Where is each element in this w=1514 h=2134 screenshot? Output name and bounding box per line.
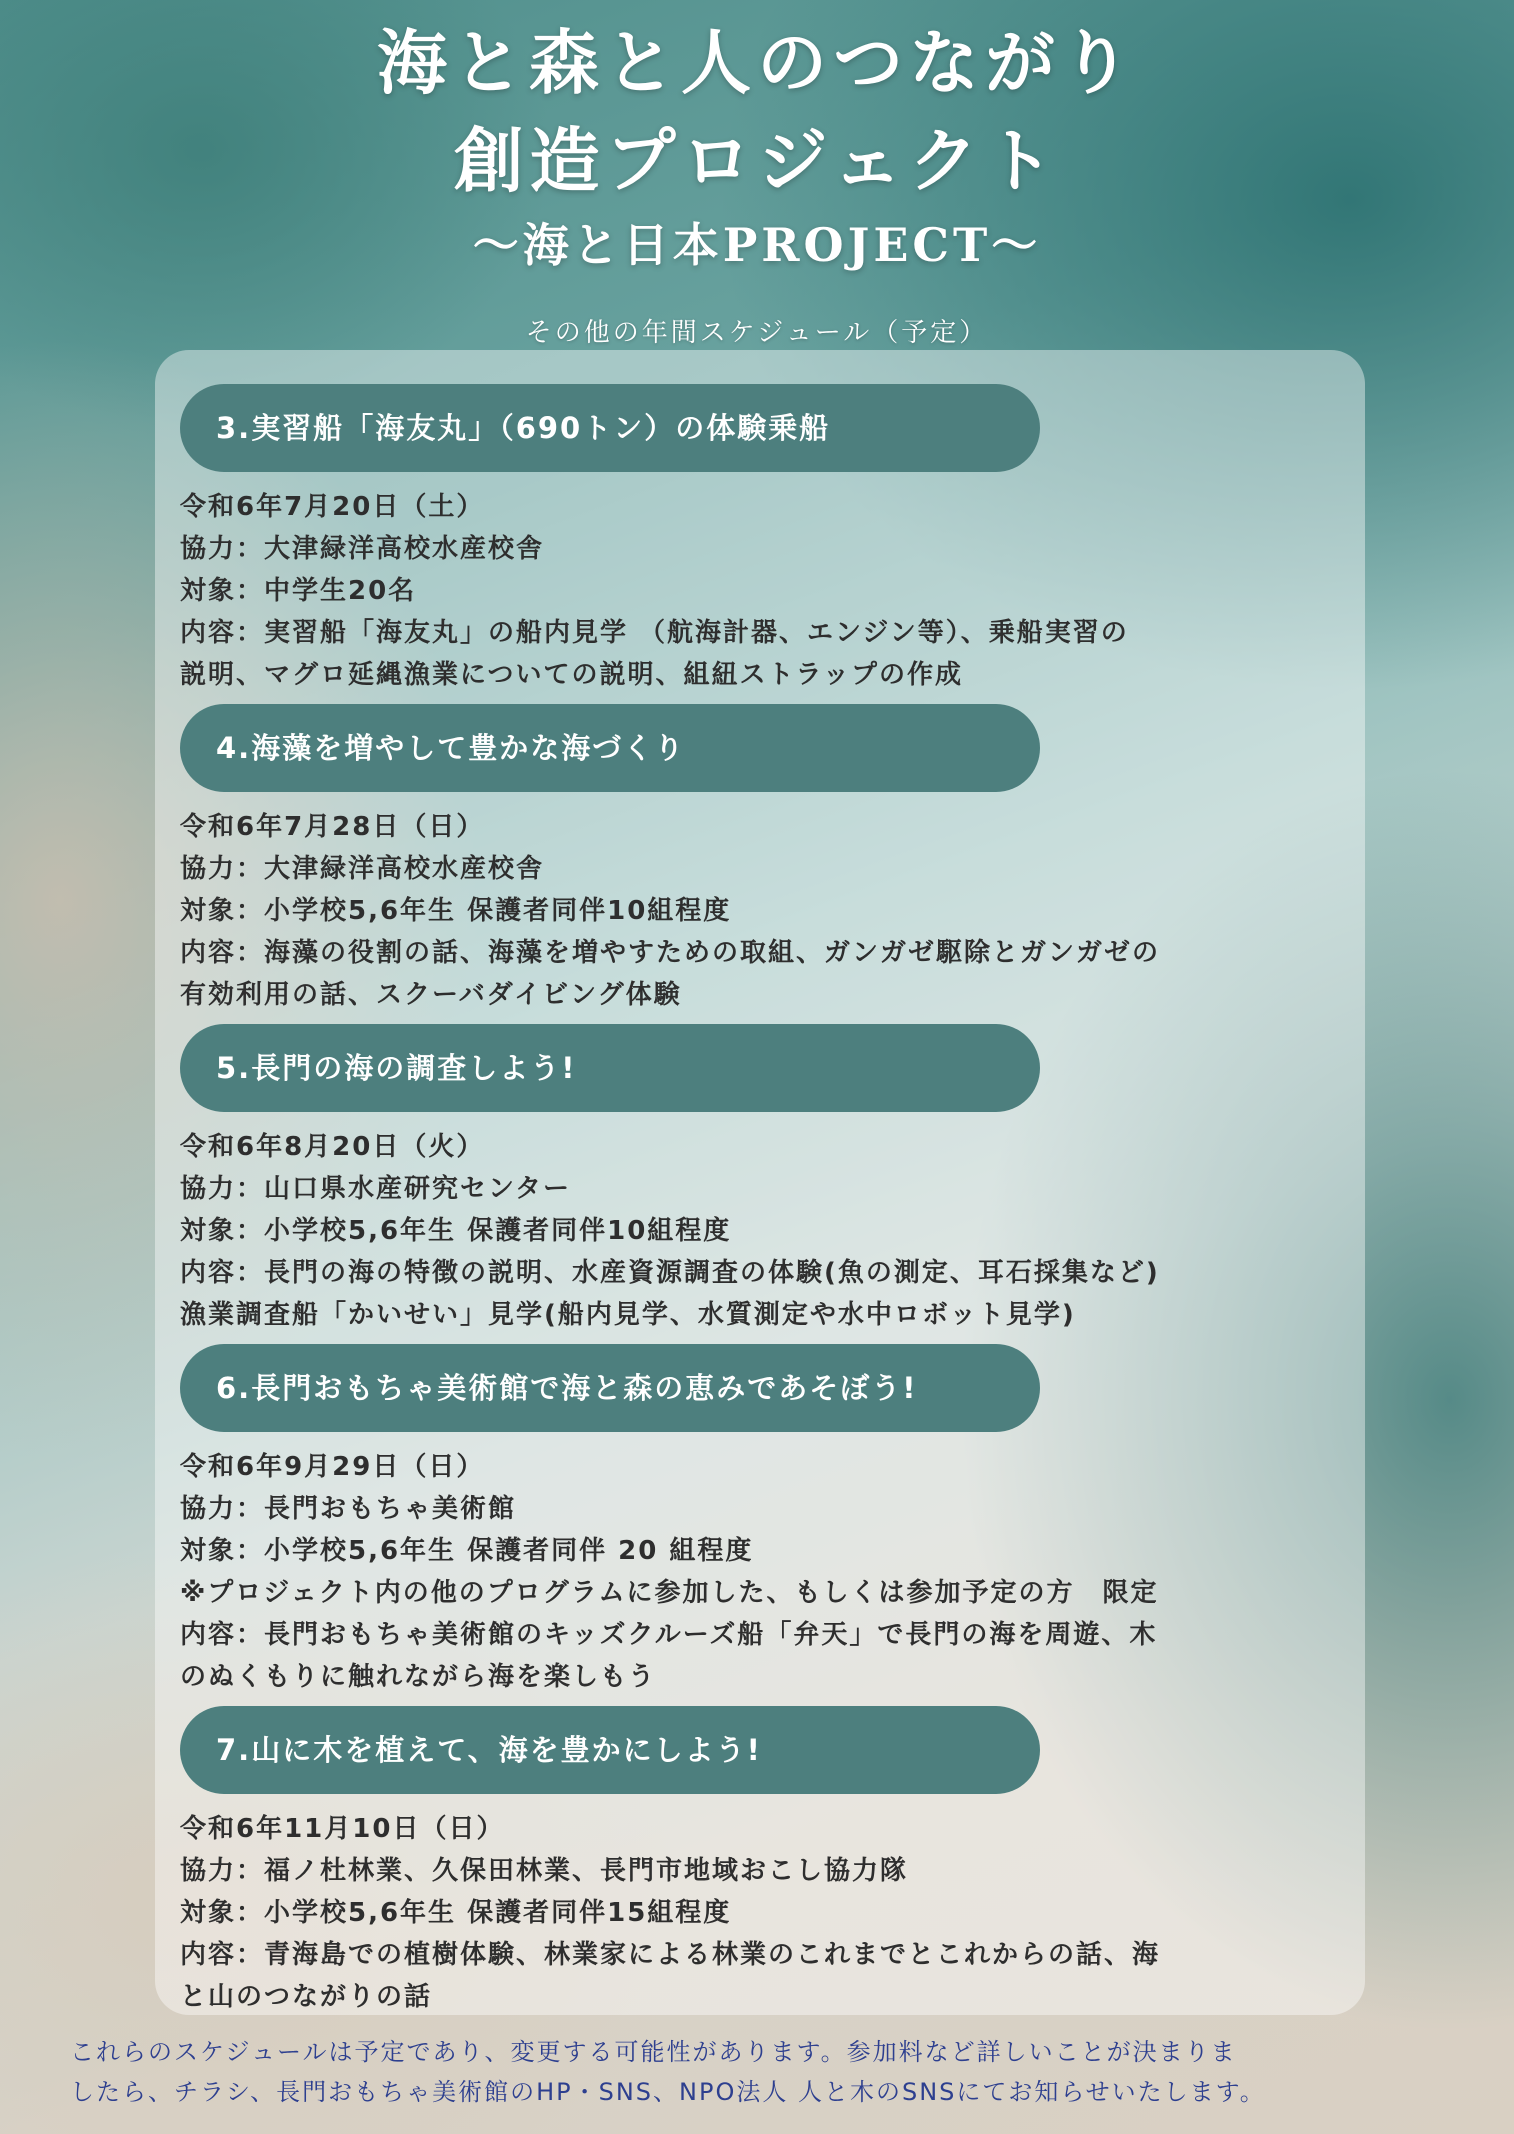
event-3-cooperation: 協力：大津緑洋高校水産校舎: [180, 534, 545, 564]
project-subtitle: ～海と日本PROJECT～: [472, 218, 1042, 272]
event-3-details: [180, 486, 1340, 696]
event-7-target: 対象：小学校5,6年生 保護者同伴15組程度: [180, 1898, 732, 1928]
event-3-content-cont: 説明、マグロ延縄漁業についての説明、組紐ストラップの作成: [180, 660, 963, 690]
event-5-cooperation: 協力：山口県水産研究センター: [180, 1174, 571, 1204]
event-3-date: 令和6年7月20日（土）: [180, 492, 485, 522]
footer-notice: [70, 2032, 1470, 2112]
schedule-caption: その他の年間スケジュール（予定）: [525, 318, 989, 348]
event-6-note: ※プロジェクト内の他のプログラムに参加した、もしくは参加予定の方 限定: [180, 1578, 1159, 1608]
event-5-heading: 5.長門の海の調査しよう!: [180, 1024, 1040, 1112]
event-6-heading: 6.長門おもちゃ美術館で海と森の恵みであそぼう!: [180, 1344, 1040, 1432]
event-7-heading: 7.山に木を植えて、海を豊かにしよう!: [180, 1706, 1040, 1794]
event-7-cooperation: 協力：福ノ杜林業、久保田林業、長門市地域おこし協力隊: [180, 1856, 909, 1886]
event-7-content-cont: と山のつながりの話: [180, 1982, 433, 2012]
event-4-content-cont: 有効利用の話、スクーバダイビング体験: [180, 980, 682, 1010]
event-4-date: 令和6年7月28日（日）: [180, 812, 485, 842]
event-4-cooperation: 協力：大津緑洋高校水産校舎: [180, 854, 545, 884]
event-5-date: 令和6年8月20日（火）: [180, 1132, 485, 1162]
schedule-panel: [155, 350, 1365, 2015]
event-7-content: 内容：青海島での植樹体験、林業家による林業のこれまでとこれからの話、海: [180, 1940, 1161, 1970]
event-6-details: [180, 1446, 1340, 1698]
event-4-content: 内容：海藻の役割の話、海藻を増やすための取組、ガンガゼ駆除とガンガゼの: [180, 938, 1161, 968]
event-5-content-cont: 漁業調査船「かいせい」見学(船内見学、水質測定や水中ロボット見学): [180, 1300, 1076, 1330]
event-3-content: 内容：実習船「海友丸」の船内見学 （航海計器、エンジン等）、乗船実習の: [180, 618, 1129, 648]
event-4-heading: 4.海藻を増やして豊かな海づくり: [180, 704, 1040, 792]
event-6-content: 内容：長門おもちゃ美術館のキッズクルーズ船「弁天」で長門の海を周遊、木: [180, 1620, 1158, 1650]
flyer-title-block: [0, 14, 1514, 276]
event-6-target: 対象：小学校5,6年生 保護者同伴 20 組程度: [180, 1536, 754, 1566]
event-3-target: 対象：中学生20名: [180, 576, 417, 606]
event-5-target: 対象：小学校5,6年生 保護者同伴10組程度: [180, 1216, 732, 1246]
title-line-2: 創造プロジェクト: [453, 119, 1061, 202]
event-7-details: [180, 1808, 1340, 2018]
event-4-details: [180, 806, 1340, 1016]
event-3-heading: 3.実習船「海友丸」（690トン）の体験乗船: [180, 384, 1040, 472]
event-6-cooperation: 協力：長門おもちゃ美術館: [180, 1494, 517, 1524]
footer-line-2: したら、チラシ、長門おもちゃ美術館のHP・SNS、NPO法人 人と木のSNSにてお知らせいたします。: [70, 2078, 1266, 2106]
event-7-date: 令和6年11月10日（日）: [180, 1814, 505, 1844]
event-5-details: [180, 1126, 1340, 1336]
footer-line-1: これらのスケジュールは予定であり、変更する可能性があります。参加料など詳しいことが決まりま: [70, 2038, 1237, 2066]
event-4-target: 対象：小学校5,6年生 保護者同伴10組程度: [180, 896, 732, 926]
event-6-content-cont: のぬくもりに触れながら海を楽しもう: [180, 1662, 657, 1692]
event-5-content: 内容：長門の海の特徴の説明、水産資源調査の体験(魚の測定、耳石採集など): [180, 1258, 1160, 1288]
event-6-date: 令和6年9月29日（日）: [180, 1452, 485, 1482]
title-line-1: 海と森と人のつながり: [377, 21, 1137, 104]
